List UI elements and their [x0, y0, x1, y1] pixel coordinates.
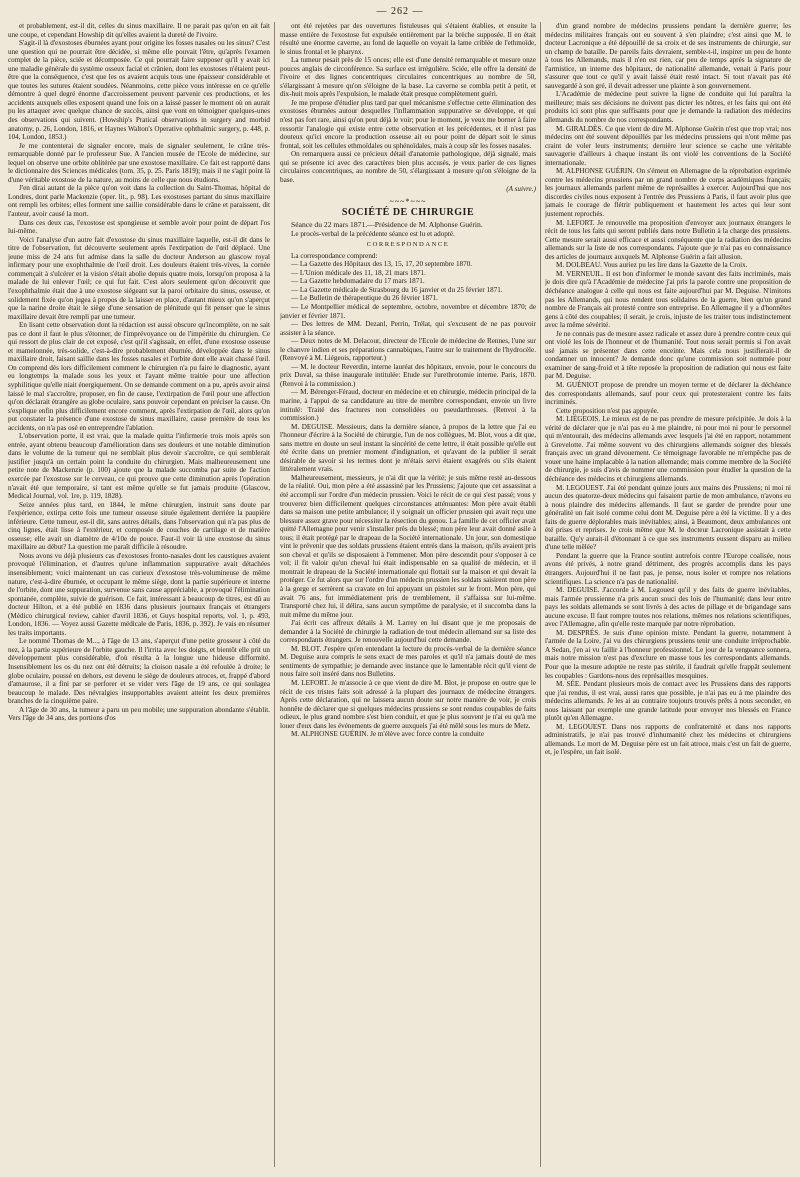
paragraph: M. GUÉNIOT propose de prendre un moyen terme et de déclarer la déchéance des correspondants allemands, sauf pour ceux qui protesteraient contre les faits incriminés.	[545, 380, 791, 407]
paragraph: d'un grand nombre de médecins prussiens pendant la dernière guerre; les médecins militaires français ont eu souvent à s'en plaindre; c'est ainsi que M. le docteur Lacronique a été dépouillé de sa croix et de ses instruments de chirurgie, sur un champ de bataille. De pareils faits devraient, semble-t-il, inspirer un peu de honte à tous les Allemands, mais il n'en est rien, car peu de temps après la signature de l'armistice, un interne des hôpitaux, de nationalité allemande, venait à Paris pour s'assurer que tout ce qu'il y avait laissé était resté intact. Si tout n'avait pas été sauvegardé à son gré, il devait adresser une plainte à son gouvernement.	[545, 22, 791, 90]
paragraph: A l'âge de 30 ans, la tumeur a paru un peu mobile; une suppuration abondante s'établit. Vers l'âge de 34 ans, des portions d'os	[8, 705, 270, 723]
page-number: — 262 —	[376, 6, 424, 17]
paragraph: Pendant la guerre que la France soutint autrefois contre l'Europe coalisée, nous avons été privés, à notre grand détriment, des progrès accomplis dans les pays étrangers. Aujourd'hui il ne faut pas, je pense, nous isoler et rompre nos relations scientifiques. La science n'a pas de nationalité.	[545, 551, 791, 586]
paragraph: Je me propose d'étudier plus tard par quel mécanisme s'effectue cette élimination des exostoses éburnées autour desquelles l'inflammation suppurative se développe, et qui n'est pas fort rare, ainsi qu'on peut déjà le voir; pour le moment, je veux me borner à faire ressortir l'analogie qui existe entre cette observation et les précédentes, et il n'est pas douteux qu'ici encore la production osseuse ait eu pour point de départ soit le sinus frontal, soit les cellules ethmoïdales ou sphénoïdales, mais à coup sûr les fosses nasales.	[280, 98, 536, 150]
paragraph: M. DOLBEAU. Vous auriez pu les lire dans la Gazette de la Croix.	[556, 261, 748, 270]
paragraph: M. LEGOUEST. J'ai été pendant quinze jours aux mains des Prussiens; ni moi ni aucun des quatorze-deux médecins qui faisaient partie de mon ambulance, n'avons eu à nous plaindre des médecins allemands. Il faut se garder de prendre pour une généralité un fait isolé comme celui dont M. Deguise père a été la victime. Il y a des faits de guerre déplorables mais inévitables; ainsi, à Beaumont, deux ambulances ont été prises et reprises. Je crois même que M. le docteur Lacronique assistait à cette bataille. Qu'y aurait-il d'étonnant à ce que ses instruments eussent disparu au milieu d'une telle mêlée?	[545, 483, 791, 552]
column-2	[280, 22, 536, 1167]
column-2-article-end	[280, 22, 536, 184]
section-ornament: ~~~*~~~	[389, 196, 427, 206]
paragraph: M. ALPHONSE GUÉRIN. Je m'élève avec force contre la conduite	[291, 730, 485, 739]
paragraph: En lisant cette observation dont la rédaction est aussi obscure qu'incomplète, on ne sait pas ce dont il faut le plus s'étonner, de l'imprévoyance ou de l'impéritie du chirurgien. Ce qui ressort de plus clair de cet exposé, c'est qu'il s'agissait, en effet, d'une exostose osseuse et mamelonnée, très-solide, c'est-à-dire probablement éburnée, développée dans le sinus maxillaire droit, faisant saillie dans les fosses nasales et l'orbite dont elle avait chassé l'œil. On comprend dès lors difficilement comment le chirurgien n'a pu faire le diagnostic, ayant eu longtemps la malade sous les yeux et l'ayant même traitée pour une affection syphilitique qu'elle niait énergiquement. On se demande comment on a pu, après avoir ainsi laissé le mal s'accroître, proposer, en fin de cause, l'extirpation de l'œil pour une affection qu'on déclarait étrangère au globe oculaire, sans pouvoir cependant en préciser la cause. On s'explique enfin plus difficilement encore comment, après l'extirpation de l'œil, alors qu'on put constater la présence d'une exostose de sinus maxillaire, cause première de tous les accidents, on n'a pas osé en entreprendre l'ablation.	[8, 321, 270, 432]
paragraph: — La Gazette hebdomadaire du 17 mars 1871.	[291, 277, 425, 286]
paragraph: M. LEGOUEST. Dans nos rapports de confraternité et dans nos rapports administratifs, je n'ai pas trouvé d'inhumanité chez les médecins et chirurgiens allemands. Le mort de M. Deguise père est un fait atroce, mais c'est un fait de guerre, et, je l'espère, un fait isolé.	[545, 722, 791, 757]
column-3	[545, 22, 791, 1167]
paragraph: M. GIRALDÈS. Ce que vient de dire M. Alphonse Guérin n'est que trop vrai; nos médecins ont été souvent dépouillés par les médecins prussiens qui n'ont même pas craint de voler leurs instruments; dernière leur science se cache une véritable sauvagerie d'ailleurs à chaque instant ils ont violé les conventions de la Société internationale.	[545, 124, 791, 167]
paragraph: — Deux notes de M. Delacour, directeur de l'Ecole de médecine de Rennes, l'une sur le chanvre indien et ses préparations cannabiques, l'autre sur le traitement de l'hydrocèle. (Renvoyé à M. Liégeois, rapporteur.)	[280, 337, 536, 363]
paragraph: — L'Union médicale des 11, 18, 21 mars 1871.	[291, 268, 426, 277]
paragraph: S'agit-il là d'exostoses éburnées ayant pour origine les fosses nasales ou les sinus? C'est une question qui ne pourrait être décidée, si même elle pouvait l'être, qu'après l'examen complet de la pièce, sciée et décomposée. Ce qui pourrait faire supposer qu'il y avait ici une maladie générale du système osseux facial et crânien, dont les exostoses n'étaient peut-être que la conséquence, c'est que les os avaient acquis tous une épaisseur considérable et que toutes les sutures étaient soudées. Néanmoins, cette pièce vous intéresse en ce qu'elle démontre à quel degré énorme d'accroissement peuvent parvenir ces productions, et les accidents auxquels elles exposent quand une fois on a laissé passer le moment où on aurait pu les attaquer avec quelque chance de succès, ainsi que vont en témoigner quelques-unes des observations qui suivent. (Howship's Pratical observations in surgery and morbid anatomy, p. 26, London, 1816, et Haynes Walton's Operative ophthalmic surgery, p. 448, p. 104, London, 1853.)	[8, 39, 270, 142]
paragraph: — Le Bulletin de thérapeutique du 26 février 1871.	[291, 294, 438, 303]
to-be-continued: (A suivre.)	[506, 185, 536, 194]
paragraph: M. LIÉGEOIS. Le mieux est de ne pas prendre de mesure précipitée. Je dois à la vérité de déclarer que je n'ai pas eu à me plaindre, ni pour moi ni pour le personnel qui m'entourait, des médecins allemands avec lesquels j'ai été en rapport, notamment à Grevelotte. J'ai même souvent vu des chirurgiens allemands soigner des blessés français avec un grand dévouement. Ce témoignage favorable ne m'empêche pas de vouer une haine implacable à la nation allemande; mais comme membre de la Société de chirurgie, je suis d'avis de nommer une commission pour étudier la question de la déchéance des médecins et chirurgiens allemands.	[545, 415, 791, 483]
column-1	[8, 22, 270, 1167]
paragraph: J'ai écrit ces affreux détails à M. Larrey en lui disant que je me proposais de demander à la Société de chirurgie la radiation de tout médecin allemand sur sa liste des correspondants étrangers. Je renouvelle aujourd'hui cette demande.	[280, 619, 536, 645]
paragraph: La correspondance comprend:	[291, 251, 378, 260]
column-divider-2	[540, 22, 541, 1167]
paragraph: La tumeur pesait près de 15 onces; elle est d'une densité remarquable et mesure onze pouces anglais de circonférence. Sa surface est irrégulière. Sciée, elle offre la densité de l'ivoire et des lignes concentriques circulaires concentriques au nombre de 50, s'élargissant à mesure qu'on s'éloigne de la base. La caverne se combla petit à petit, et dix-huit mois après l'expulsion, le malade était presque complètement guéri.	[280, 56, 536, 99]
paragraph: M. DESPRÉS. Je suis d'une opinion mixte. Pendant la guerre, notamment à l'armée de la Loire, j'ai vu des chirurgiens prussiens tenir une conduite irréprochable. A Sedan, j'en ai vu faillir à l'honneur professionnel. Le jour de la vengeance sonnera, mais notre mission n'est pas d'exclure en masse tous les correspondants allemands. Pour que la mesure adoptée ne reste pas stérile, il faudrait qu'elle frappât seulement les coupables : Gardons-nous des représailles mesquines.	[545, 628, 791, 680]
paragraph: — La Gazette des Hôpitaux des 13, 15, 17, 20 septembre 1870.	[291, 260, 473, 269]
correspondence-heading: CORRESPONDANCE	[366, 241, 450, 249]
paragraph: — Des lettres de MM. Dezanl, Perrin, Trélat, qui s'excusent de ne pas pouvoir assister à la séance.	[280, 320, 536, 337]
paragraph: — M. le docteur Reverdin, interne lauréat des hôpitaux, envoie, pour le concours du prix Duval, sa thèse inaugurale intitulée: Etude sur l'urethrotomie interne. Paris, 1870. (Renvoi à la commission.)	[280, 362, 536, 388]
session-header: Séance du 22 mars 1871.—Présidence de M. Alphonse Guérin.	[291, 220, 483, 230]
paragraph: ont été rejetées par des ouvertures fistuleuses qui s'étaient établies, et ensuite la masse entière de l'exostose fut expulsée entièrement par la brèche supposée. Il en était résulté une énorme caverne, au fond de laquelle on voyait la lame criblée de l'ethmoïde, le sinus frontal et le pharynx.	[280, 22, 536, 56]
column-divider-1	[274, 22, 275, 1167]
paragraph: M. DEGUISE. Messieurs, dans la dernière séance, à propos de la lettre que j'ai eu l'honneur d'écrire à la Société de chirurgie, l'un de nos collègues, M. Blot, vous a dit que, sans mettre en doute un seul instant la sincérité de cette lettre, il était possible qu'elle eut été écrite dans un premier moment d'indignation, et qu'avant de la publier il serait désirable de savoir si les termes dont je m'étais servi étaient exagérés ou s'ils étaient littéralement vrais.	[280, 422, 536, 474]
paragraph: Le nommé Thomas de M..., à l'âge de 13 ans, s'aperçut d'une petite grosseur à côté du nez, à la partie supérieure de l'orbite gauche. Il l'irrita avec les doigts, et bientôt elle prit un développement plus considérable, d'où résulta à la longue une hideuse difformité. Insensiblement les os du nez ont été détruits; la cloison nasale a été refoulée à droite; le globe oculaire, poussé en dehors, est devenu le siège de douleurs atroces, et, frappé d'abord d'amaurose, il a fini par se perforer et se vider vers l'âge de 19 ans, ce qui soulagea beaucoup le malade. Des névralgies insupportables avaient atteint les deux premières branches de la cinquième paire.	[8, 637, 270, 706]
paragraph: M. DEGUISE. J'accorde à M. Legouest qu'il y des faits de guerre inévitables, mais l'armée prussienne n'a pris aucun souci des lois de l'humanité; dans leur entre pays les soldats allemands se sont livrés à des actes de pillage et de brigandage sans aucune excuse. Il faut rompre toutes nos relations, mêmes nos relations scientifiques, avec l'Allemagne, afin qu'elle reste marquée par notre réprobation.	[545, 586, 791, 629]
paragraph: J'en dirai autant de la pièce qu'on voit dans la collection du Saint-Thomas, hôpital de Londres, dont parle Mackenzie (oper. lit., p. 98). Les exostoses partant du sinus maxillaire ont rempli les orbites; elles forment une saillie considérable dans le crâne et paraissent, dit l'auteur, avoir causé la mort.	[8, 184, 270, 219]
paragraph: L'Académie de médecine peut suivre la ligne de conduite qui lui paraîtra la meilleure; mais ses décisions ne doivent pas dicter les nôtres, et les faits qui ont été produits ici sont plus que suffisants pour que je demande la radiation des médecins allemands du nombre de nos correspondants.	[545, 90, 791, 125]
paragraph: M. SÉE. Pendant plusieurs mois de contact avec les Prussiens dans des rapports que j'ai rendus, il est vrai, aussi rares que possible, je n'ai pas eu à me plaindre des médecins allemands. Je les ai au contraire toujours trouvés prêts à nous seconder, en nous laissant par exemple une grande latitude pour envoyer nos blessés en France plutôt qu'en Allemagne.	[545, 680, 791, 723]
paragraph: Seize années plus tard, en 1844, le même chirurgien, instruit sans doute par l'expérience, extirpa cette fois une tumeur osseuse située également derrière la paupière inférieure. Cette tumeur, est-il dit, sans autres détails, dans l'observation qui n'a pas plus de cinq lignes, était lisse à l'extérieur, et composée de couches de cartilage et de matière osseuse; elle avait un diamètre de 4/10e de pouce. Faut-il voir là une exostose du sinus maxillaire au début? La question me paraît difficile à résoudre.	[8, 500, 270, 552]
paragraph: Malheureusement, messieurs, je n'ai dit que la vérité; je suis même resté au-dessous de la réalité. Oui, mon père a été assassiné par les Prussiens; j'ajoute que cet assassinat a été accompli sur l'ordre d'un médecin prussien. Voici le récit de ce qui s'est passé; vous y trouverez bien difficilement quelques circonstances atténuantes: Mon père avait établi dans sa maison une petite ambulance; il y soignait un officier prussien qui avait reçu une blessure assez grave pour nécessiter la résection du genou. La famille de cet officier avait quitté l'Allemagne pour venir s'installer près du blessé; mon père leur avait donné asile à tous; il était protégé par le drapeau de la Société internationale. Un jour, son domestique vint le prévenir que des soldats prussiens étaient entrés dans la maison, qu'ils avaient pris son cheval et qu'ils se disposaient à l'emmener. Mon père descendit pour s'opposer à ce vol; il fit valoir qu'un cheval lui était indispensable en sa qualité de médecin, et il montrait le drapeau de la Société internationale qui flottait sur la maison et qui devait la protéger. Ce fut alors que sur l'ordre d'un médecin prussien les soldats saisirent mon père à la gorge et serrèrent sa cravate en lui appuyant un pistolet sur le front. Mon père, qui avait 76 ans, fut immédiatement pris de tremblement, il s'affaissa sur lui-même. Transporté chez lui, il délira, sans aucun symptôme de paralysie, et il succomba dans la nuit même du même jour.	[280, 473, 536, 619]
paragraph: On remarquera aussi ce précieux détail d'anatomie pathologique, déjà signalé, mais qui se présente ici avec des caractères bien plus accusés, je veux parler de ces lignes circulaires concentriques, au nombre de 50, s'élargissant à mesure qu'on s'éloigne de la base.	[280, 150, 536, 184]
paragraph: — M. Bérenger-Féraud, docteur en médecine et en chirurgie, médecin principal de la marine, à l'appui de sa candidature au titre de membre correspondant, envoie un livre intitulé: Traité des fractures non consolidées ou pseudarthroses. (Renvoi à la commission.)	[280, 388, 536, 423]
paragraph: Dans ces deux cas, l'exostose est spongieuse et semble avoir pour point de départ l'os lui-même.	[8, 218, 270, 236]
paragraph: M. ALPHONSE GUÉRIN. On s'émeut en Allemagne de la réprobation exprimée contre les médecins prussiens par un grand nombre de corps académiques français; les journaux allemands parlent même de représailles à exercer. Aujourd'hui que nos discordes civiles nous exposent à l'entrée des Prussiens à Paris, il faut avoir plus que jamais le courage de flétrir publiquement et hautement les actes qui leur sont justement reprochés.	[545, 167, 791, 219]
paragraph: Voici l'analyse d'un autre fait d'exostose du sinus maxillaire laquelle, est-il dit dans le titre de l'observation, fut découverte seulement après l'extirpation de l'œil déplacé. Une jeune miss de 24 ans fut admise dans la salle du docteur Anderson au glascow royal infirmary pour une exophthalmie de l'œil droit. Les douleurs étaient très-vives, la cornée commençait à s'ulcérer et la vision s'était abolie depuis quatre mois, lorsqu'on proposa à la malade de lui enlever l'œil; ce qui fut fait. C'est alors seulement qu'on découvrit que l'exophthalmie était due à une exostose siégeant sur la paroi orbitaire du sinus, osseuse, et solidement fixée qu'on jugea à propos de la laisser en place, d'autant mieux qu'on s'aperçut que la narine droite était le siège d'une sensation de plénitude qui fit penser que le sinus maxillaire devait être rempli par une tumeur.	[8, 235, 270, 321]
paragraph: Cette proposition n'est pas appuyée.	[556, 406, 659, 415]
paragraph: — La Gazette médicale de Strasbourg du 16 janvier et du 25 février 1871.	[291, 285, 503, 294]
minutes-note: Le procès-verbal de la précédente séance est lu et adopté.	[291, 229, 455, 238]
paragraph: Nous avons vu déjà plusieurs cas d'exostoses fronto-nasales dont les caustiques avaient provoqué l'élimination, et d'autres qu'une inflammation suppurative avait détachées insensiblement; voici maintenant un cas curieux d'exostose très-volumineuse de même nature, c'est-à-dire éburnée, et occupant le même siège, dont la partie supérieure et interne de l'orbite, dont une suppuration, survenue sans cause appréciable, a provoqué l'élimination spontanée, complète, suivie de guérison. Ce fait, intéressant à beaucoup de titres, est dû au docteur Hilton, et a été publié en 1836 dans plusieurs journaux français et étrangers (Médico chirurgical review, cahier d'avril 1836, et Guys hospital reports, vol. 1, p. 493, London, 1836. — Voyez aussi Gazette médicale de Paris, 1836, p. 392). Je vais en résumer les traits importants.	[8, 551, 270, 637]
paragraph: M. BLOT. J'espère qu'en entendant la lecture du procès-verbal de la dernière séance M. Deguise aura compris le sens exact de mes paroles et qu'il n'a jamais douté de mes sentiments de sympathie; je demande avec instance que le lamentable récit qu'il vient de nous faire soit inséré dans nos Bulletins.	[280, 644, 536, 679]
society-title: SOCIÉTÉ DE CHIRURGIE	[341, 207, 475, 219]
paragraph: — Le Montpellier médical de septembre, octobre, novembre et décembre 1870; de janvier et février 1871.	[280, 302, 536, 320]
column-2-proceedings	[280, 252, 536, 739]
paragraph: M. LEFORT. Je renouvelle ma proposition d'envoyer aux journaux étrangers le récit de tous les faits qui seront publiés dans notre Bulletin à la charge des prussiens. Cette mesure serait aussi efficace et aussi conséquente que la radiation des médecins allemands sur la liste de nos correspondants. J'ajoute que je n'ai pas eu connaissance des articles de journaux auxquels M. Alphonse Guérin a fait allusion.	[545, 218, 791, 261]
paragraph: M. VERNEUIL. Il est bon d'informer le monde savant des faits incriminés, mais je dois dire qu'à l'Académie de médecine j'ai pris la parole contre une proposition de déchéance analogue à celle qui nous est faite aujourd'hui par M. Deguise. N'imitons pas les Allemands, qui nous rendent tous solidaires de la guerre, bien qu'un grand nombre de Français ait protesté contre son entreprise. En Allemagne il y a d'honnêtes gens à côté des coupables; il serait, je crois, injuste de les traiter tous indistinctement avec la même sévérité.	[545, 269, 791, 330]
paragraph: L'observation porte, il est vrai, que la malade quitta l'infirmerie trois mois après son entrée, ayant obtenu beaucoup d'amélioration dans ses douleurs et une notable diminution dans le volume de la tumeur qui ne semblait plus devoir s'accroître, ce qui semblerait justifier jusqu'à un certain point la conduite du chirurgien. Mais malheureusement une petite note de Mackenzie (p. 100) ajoute que la malade succomba par suite de l'action exercée par l'exostose sur le cerveau, ce qui prouve que cette diminution après l'opération n'avait été que temporaire, si tant est même qu'elle se fut jamais produite (Glascow, Medical Journal, vol. 1re, p. 119, 1828).	[8, 432, 270, 501]
paragraph: Je me contenterai de signaler encore, mais de signaler seulement, le crâne très-remarquable donné par le professeur Sue. A l'ancien musée de l'Ecole de médecine, sur lequel on observe une orbite oblitérée par une exostose maxillaire. Ce fait est rapporté dans le dictionnaire des Sciences médicales (tom. 35, p. 25. Paris 1819); mais il ne s'agit point là d'une véritable exostose de la nature, au moins de celle que nous étudions.	[8, 141, 270, 184]
paragraph: Je ne connais pas de mesure assez radicale et assez dure à prendre contre ceux qui ont violé les lois de l'honneur et de l'humanité. Tout nous serait permis si l'on avait usé jamais se présenter dans cette enceinte. Mais cela nous justifierait-il de condamner un innocent? Je demande donc qu'une commission soit nommée pour examiner de sang-froid et à tête reposée la proposition de radiation qui nous est faite par M. Deguise.	[545, 329, 791, 381]
paragraph: et probablement, est-il dit, celles du sinus maxillaire. Il ne parait pas qu'on en ait fait une coupe, et cependant Howship dit qu'elles avaient la dureté de l'ivoire.	[8, 22, 270, 39]
paragraph: M. LEFORT. Je m'associe à ce que vient de dire M. Blot, je propose en outre que le récit de ces tristes faits soit adressé à la plupart des journaux de médecine étrangers. Après cette déclaration, qui ne laissera aucun doute sur notre manière de voir, je crois honnête de déclarer que si quelques médecins prussiens se sont rendus coupables de faits odieux, le plus grand nombre s'est bien conduit, et que je plus souvent je n'ai eu qu'à me louer d'eux dans les événements de guerre auxquels j'ai été mêlé sous les murs de Metz.	[280, 679, 536, 730]
